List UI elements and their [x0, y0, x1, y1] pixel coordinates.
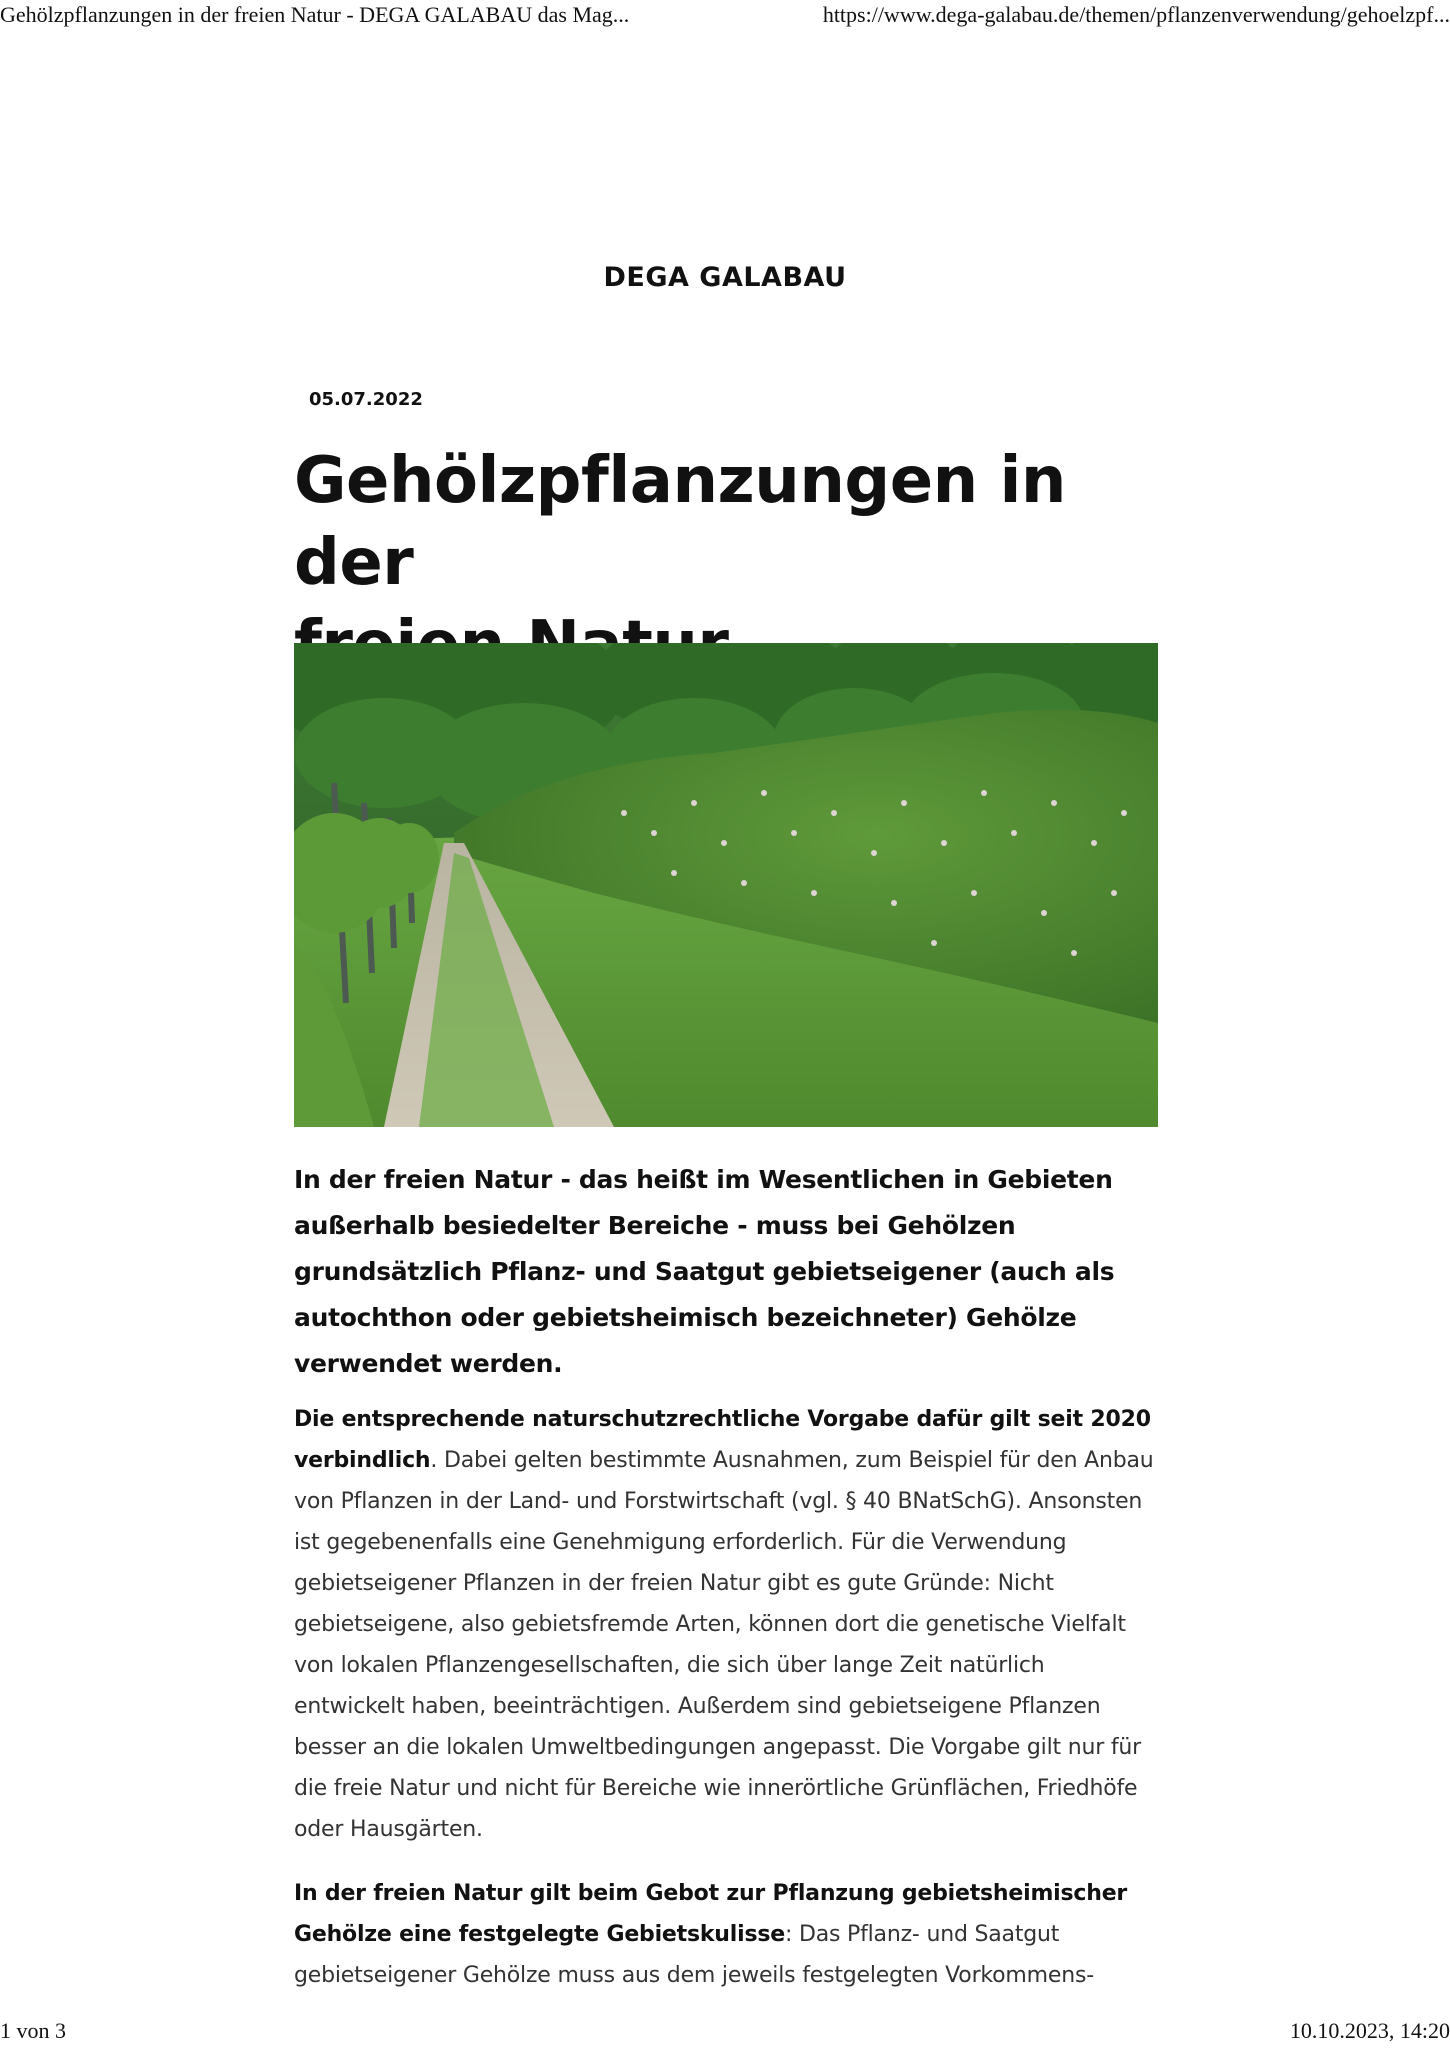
paragraph-text: . Dabei gelten bestimmte Ausnahmen, zum Beispiel für den Anbau von Pflanzen in der Land- und Forstwirtschaft (vgl. § 40 BNatSchG). Ansonsten ist gegebenenfalls eine Genehmigung erforderlich. Für die Verwendung gebietseigener Pflanzen in der freien Natur gibt es gute Gründe: Nicht gebietseigene, also gebietsfremde Arten, können dort die genetische Vielfalt von lokalen Pflanzengesellschaften, die sich über lange Zeit natürlich entwickelt haben, beeinträchtigen. Außerdem sind gebietseigene Pflanzen besser an die lokalen Umweltbedingungen angepasst. Die Vorgabe gilt nur für die freie Natur und nicht für Bereiche wie innerörtliche Grünflächen, Friedhöfe oder Hausgärten.	[294, 1448, 1154, 1842]
headline-line-1: Gehölzpflanzungen in der	[294, 444, 1066, 600]
print-footer-page: 1 von 3	[0, 2018, 66, 2043]
print-footer-datetime: 10.10.2023, 14:20	[1289, 2018, 1450, 2043]
paragraph-emphasis: Die entsprechende naturschutzrechtliche Vorgabe dafür gilt seit 2020 verbindlich	[294, 1407, 1151, 1473]
article-paragraph	[294, 1873, 1160, 1996]
paragraph-emphasis: In der freien Natur gilt beim Gebot zur Pflanzung gebietsheimischer Gehölze eine festgelegte Gebietskulisse	[294, 1881, 1128, 1947]
article-paragraph	[294, 1399, 1160, 1850]
site-title[interactable]: DEGA GALABAU	[603, 262, 847, 293]
print-header-title: Gehölzpflanzungen in der freien Natur - DEGA GALABAU das Mag...	[0, 2, 630, 27]
article-lead: In der freien Natur - das heißt im Wesentlichen in Gebieten außerhalb besiedelter Bereiche - muss bei Gehölzen grundsätzlich Pflanz- und Saatgut gebietseigener (auch als autochthon oder gebietsheimisch bezeichneter) Gehölze verwendet werden.	[294, 1165, 1115, 1378]
print-header-url: https://www.dega-galabau.de/themen/pflanzenverwendung/gehoelzpf...	[822, 2, 1450, 27]
article-date: 05.07.2022	[309, 389, 423, 410]
photo-icon	[294, 643, 1158, 1127]
paragraph-text: : Das Pflanz- und Saatgut gebietseigener Gehölze muss aus dem jeweils festgelegten Vorkommens-	[294, 1922, 1094, 1988]
hero-image	[294, 643, 1158, 1127]
